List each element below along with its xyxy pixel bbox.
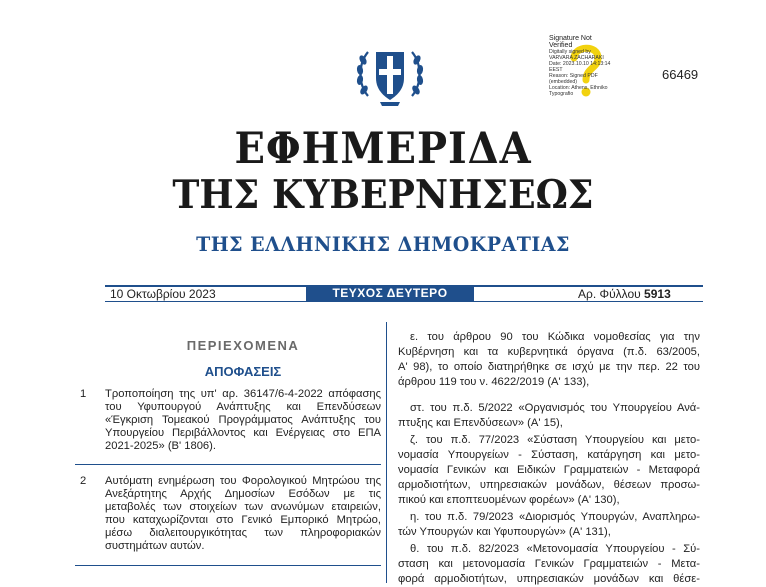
contents-entry-text: Τροποποίηση της υπ' αρ. 36147/6-4-2022 απόφασης του Υφυπουργού Ανάπτυξης και Επενδύσεων «Έγκριση Τομεακού Προγράμματος Ανάπτυξης του Υπουργείου Περιβάλλοντος και Ενέργειας στο ΕΠΑ 2021-2025» (Β' 1806). (105, 388, 381, 452)
body-text-line: νομασία Γενικών και Ειδικών Γραμματειών - Μεταφορά (398, 464, 700, 476)
contents-entry-separator (75, 464, 381, 465)
body-text-line: ε. του άρθρου 90 του Κώδικα νομοθεσίας για την (410, 331, 700, 343)
body-text-line: πικού και εποπτευομένων φορέων» (Α' 130), (398, 494, 620, 506)
body-text-line: στ. του π.δ. 5/2022 «Οργανισμός του Υπουργείου Ανά- (410, 402, 700, 414)
masthead-republic: ΤΗΣ ΕΛΛΗΝΙΚΗΣ ΔΗΜΟΚΡΑΤΙΑΣ (196, 232, 570, 256)
issue-date: 10 Οκτωβρίου 2023 (110, 287, 216, 301)
signature-detail: Reason: Signed PDF (549, 73, 598, 79)
body-text-line: πτυξης και Επενδύσεων» (Α' 15), (398, 417, 563, 429)
signature-detail: (embedded) (549, 79, 577, 85)
masthead-title: ΕΦΗΜΕΡΙΔΑ (234, 124, 532, 174)
body-text-line: φορά αρμοδιοτήτων, υπηρεσιακών μονάδων και θέσε- (398, 573, 700, 585)
signature-detail: Location: Athens, Ethniko (549, 85, 608, 91)
coat-of-arms-emblem (354, 38, 426, 110)
contents-heading: ΠΕΡΙΕΧΟΜΕΝΑ (186, 338, 300, 353)
column-divider (386, 322, 387, 583)
contents-entry-text: Αυτόματη ενημέρωση του Φορολογικού Μητρώου της Ανεξάρτητης Αρχής Δημοσίων Εσόδων με τις μεταβολές των στοιχείων των ανωνύμων εταιρειών, που καταχωρίζονται στο Γενικό Εμπορικό Μητρώο, μέσω διαλειτουργικότητας των πληροφοριακών συστημάτων αυτών. (105, 475, 381, 552)
masthead-subtitle: ΤΗΣ ΚΥΒΕΡΝΗΣΕΩΣ (172, 172, 594, 218)
body-text-line: αρμοδιοτήτων, υπηρεσιακών μονάδων, θέσεων προσω- (398, 479, 700, 491)
contents-entry-number: 2 (80, 475, 87, 487)
digital-signature-stamp (549, 35, 629, 97)
signature-status-line2: Verified (549, 42, 573, 49)
body-text-line: Α' 98), το οποίο διατηρήθηκε σε ισχύ με την περ. 22 του (398, 361, 700, 373)
page-number: 66469 (662, 67, 699, 82)
body-text-line: νομασία Υπουργείων - Σύσταση, κατάργηση και μετο- (398, 449, 700, 461)
sheet-number-value: 5913 (644, 287, 671, 301)
signature-detail: EEST (549, 67, 563, 73)
sheet-number-label: Αρ. Φύλλου (578, 287, 641, 301)
signature-detail: Digitally signed by (549, 49, 591, 55)
body-text-line: άρθρου 119 του ν. 4622/2019 (Α' 133), (398, 376, 590, 388)
issue-label: ΤΕΥΧΟΣ ΔΕΥΤΕΡΟ (306, 285, 474, 302)
signature-detail: Date: 2023.10.10 14:13:14 (549, 61, 611, 67)
signature-detail: Typografio (549, 91, 574, 97)
body-text-line: τών Υπουργών και Υφυπουργών» (Α' 131), (398, 526, 611, 538)
body-text-line: θ. του π.δ. 82/2023 «Μετονομασία Υπουργείου - Σύ- (410, 543, 700, 555)
body-text-line: η. του π.δ. 79/2023 «Διορισμός Υπουργών, Αναπληρω- (410, 511, 700, 523)
body-text-line: σταση και μετονομασία Γενικών Γραμματειών - Μετα- (398, 558, 700, 570)
body-text-line: ζ. του π.δ. 77/2023 «Σύσταση Υπουργείου και μετο- (410, 434, 700, 446)
decisions-heading: ΑΠΟΦΑΣΕΙΣ (204, 364, 282, 379)
signature-status-line1: Signature Not (549, 35, 592, 42)
contents-entry-separator (75, 565, 381, 566)
signature-detail: VARVARA ZACHARAKI (549, 55, 604, 61)
body-text-line: Κυβέρνηση και τα κυβερνητικά όργανα (π.δ. 63/2005, (398, 346, 700, 358)
sheet-number (578, 287, 671, 301)
contents-entry-number: 1 (80, 388, 87, 400)
